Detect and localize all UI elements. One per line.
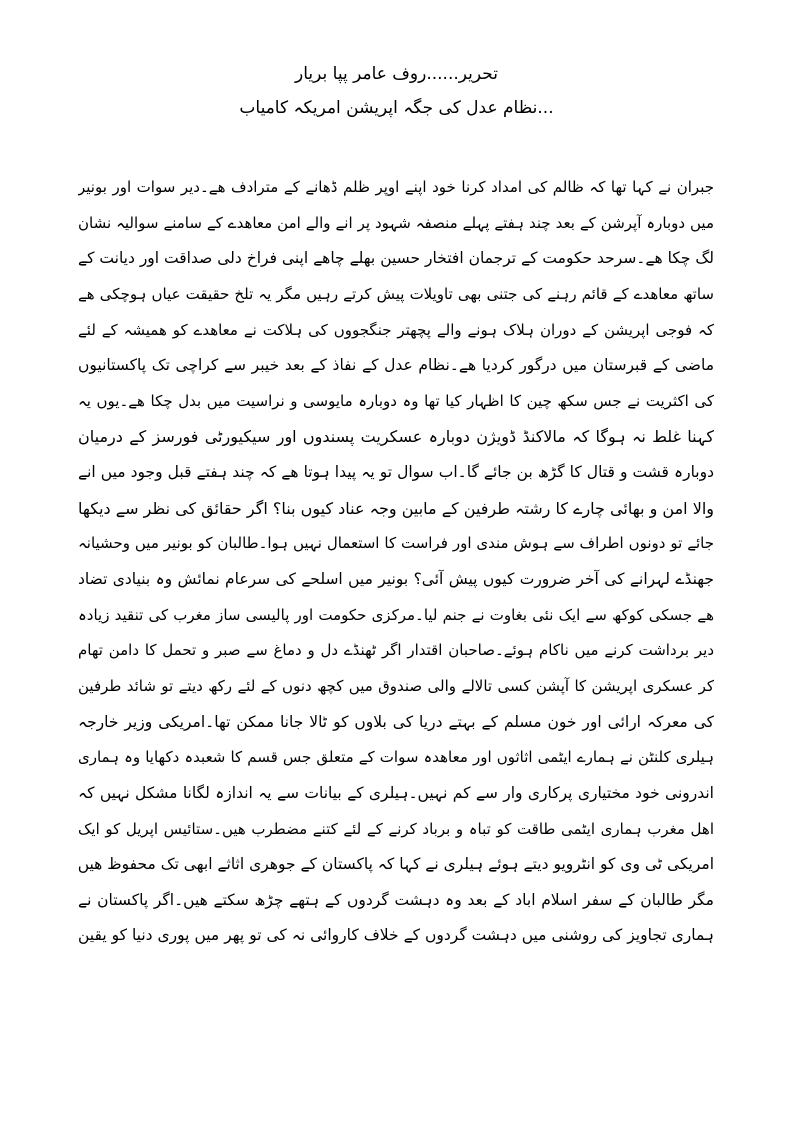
article-body (78, 170, 714, 954)
body-line: کی اکثریت نے جس سکھ چین کا اظہار کیا تھا وہ دوبارہ مایوسی و نراسیت میں بدل چکا ھے۔یوں یہ (78, 391, 714, 410)
body-line: جائے تو دونوں اطراف سے ہوش مندی اور فراست کا استعمال نہیں ہوا۔طالبان کو بونیر میں وحشیانہ (78, 534, 714, 553)
body-line: والا امن و بھائی چارے کا رشتہ طرفین کے مابین وجہ عناد کیوں بنا؟ اگر حقائق کی نظر سے دیکھا (78, 498, 714, 518)
body-line: ساتھ معاھدے کے قائم رہنے کی جتنی بھی تاویلات پیش کرتے رہیں مگر یہ تلخ حقیقت عیاں ہوچکی ھے (78, 284, 714, 303)
body-line: ماضی کے قبرستان میں درگور کردیا ھے۔نظام عدل کے نفاذ کے بعد خیبر سے کراچی تک پاکستانیوں (78, 356, 714, 375)
body-line: دوبارہ قشت و قتال کا گڑھ بن جائے گا۔اب سوال تو یہ پیدا ہوتا ھے کہ چند ہفتے قبل وجود میں انے (78, 463, 714, 482)
article-byline: تحریر......روف عامر پپا بریار (295, 64, 498, 84)
body-line: کر عسکری اپریشن کا آپشن کسی تالالے والی صندوق میں کچھ دنوں کے لئے رکھ دیتے تو شائد طرفین (78, 676, 714, 695)
body-line: اندرونی خود مختیاری پرکاری وار سے کم نہیں۔ہیلری کے بیانات سے یہ اندازہ لگانا مشکل نہیں کہ (78, 783, 714, 802)
body-line: مگر طالبان کے سفر اسلام اباد کے بعد وہ دہشت گردوں کے ہتھے چڑھ سکتے ھیں۔اگر پاکستان نے (78, 890, 714, 909)
body-line: ھے جسکی کوکھ سے ایک نئی بغاوت نے جنم لیا۔مرکزی حکومت اور پالیسی ساز مغرب کی تنقید زیادہ (78, 605, 714, 624)
body-line: جبران نے کہا تھا کہ ظالم کی امداد کرنا خود اپنے اوپر ظلم ڈھانے کے مترادف ھے۔دیر سوات اور بونیر (78, 178, 714, 196)
body-line: کہنا غلط نہ ہوگا کہ مالاکنڈ ڈویژن دوبارہ عسکریت پسندوں اور سیکیورٹی فورسز کے درمیان (78, 427, 714, 447)
body-line: لگ چکا ھے۔سرحد حکومت کے ترجمان افتخار حسین بھلے چاھے اپنی فراخ دلی صداقت اور دیانت کے (78, 249, 714, 268)
body-line: میں دوبارہ آپرشن کے بعد چند ہفتے پہلے منصفہ شہود پر انے والے امن معاھدے کے سامنے سوالیہ نشان (78, 213, 714, 232)
body-line: جھنڈے لہرانے کی آخر ضرورت کیوں پیش آئی؟ بونیر میں اسلحے کی سرعام نمائش وہ بنیادی تضاد (78, 570, 714, 589)
body-line: اھل مغرب ہماری ایٹمی طاقت کو تباہ و برباد کرنے کے لئے کتنے مضطرب ھیں۔ستائیس اپریل کو ایک (78, 819, 714, 838)
body-line: کی معرکہ ارائی اور خون مسلم کے بہتے دریا کی بلاوں کو ٹالا جانا ممکن تھا۔امریکی وزیر خارجہ (78, 712, 714, 731)
body-line: دیر برداشت کرنے میں ناکام ہوئے۔صاحبان اقتدار اگر ٹھنڈے دل و دماغ سے صبر و تحمل کا دامن تھام (78, 641, 714, 660)
body-line: ہماری تجاویز کی روشنی میں دہشت گردوں کے خلاف کاروائی نہ کی تو پھر میں پوری دنیا کو یقین (78, 926, 714, 945)
body-line: امریکی ٹی وی کو انٹرویو دیتے ہوئے ہیلری نے کہا کہ پاکستان کے جوھری اثاثے ابھی تک محفوظ ھیں (78, 855, 714, 874)
article-headline: ...نظام عدل کی جگہ اپریشن امریکہ کامیاب (239, 98, 554, 118)
body-line: ہیلری کلنٹن نے ہمارے ایٹمی اثاثوں اور معاھدہ سوات کے متعلق جس قسم کا شعبدہ دکھایا وہ ہماری (78, 748, 714, 767)
body-line: کہ فوجی اپریشن کے دوران ہلاک ہونے والے پچھتر جنگجووں کی ہلاکت نے معاھدے کو ھمیشہ کے لئے (78, 320, 714, 339)
